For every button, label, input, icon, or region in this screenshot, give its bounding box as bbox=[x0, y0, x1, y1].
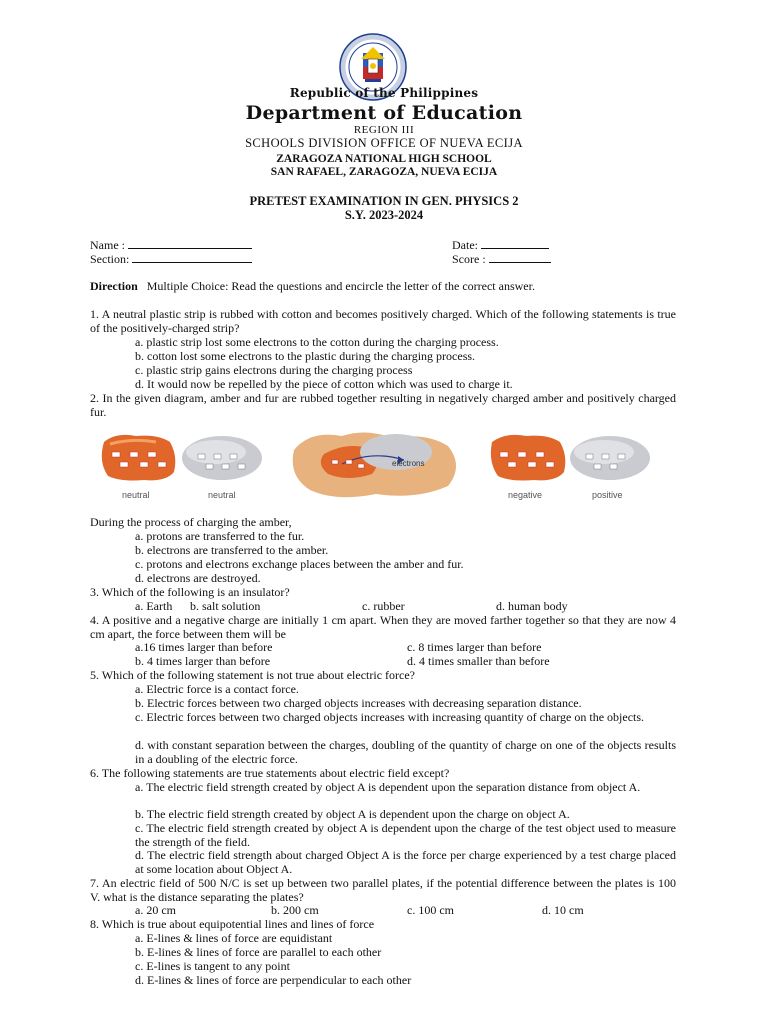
q8-option-c[interactable]: c. E-lines is tangent to any point bbox=[135, 959, 290, 973]
q7-option-d[interactable]: d. 10 cm bbox=[542, 903, 584, 917]
q7-option-b[interactable]: b. 200 cm bbox=[271, 903, 319, 917]
name-label: Name : bbox=[90, 238, 125, 252]
label-neutral-2: neutral bbox=[208, 490, 236, 500]
republic-heading: Republic of the Philippines bbox=[289, 86, 479, 100]
direction-line bbox=[90, 280, 535, 293]
q1-option-b[interactable]: b. cotton lost some electrons to the plastic during the charging process. bbox=[135, 349, 476, 363]
q4-option-c[interactable]: c. 8 times larger than before bbox=[407, 640, 542, 654]
direction-label: Direction bbox=[90, 279, 138, 293]
q4-option-d[interactable]: d. 4 times smaller than before bbox=[407, 654, 550, 668]
q1-option-a[interactable]: a. plastic strip lost some electrons to the cotton during the charging process. bbox=[135, 335, 499, 349]
q3-option-a[interactable]: a. Earth bbox=[135, 599, 173, 613]
section-label: Section: bbox=[90, 252, 130, 266]
date-label: Date: bbox=[452, 238, 478, 252]
q5-option-b[interactable]: b. Electric forces between two charged objects increases with decreasing separation distance. bbox=[135, 696, 582, 710]
q5-option-a[interactable]: a. Electric force is a contact force. bbox=[135, 682, 299, 696]
q3-stem: 3. Which of the following is an insulator? bbox=[90, 585, 290, 599]
school-name: ZARAGOZA NATIONAL HIGH SCHOOL bbox=[276, 153, 492, 165]
q3-option-d[interactable]: d. human body bbox=[496, 599, 568, 613]
q6-option-a[interactable]: a. The electric field strength created by object A is dependent upon the separation distance from object A. bbox=[135, 780, 641, 794]
q2-option-a[interactable]: a. protons are transferred to the fur. bbox=[135, 529, 305, 543]
school-address: SAN RAFAEL, ZARAGOZA, NUEVA ECIJA bbox=[270, 166, 498, 178]
section-blank[interactable] bbox=[132, 252, 252, 263]
department-heading: Department of Education bbox=[245, 102, 523, 124]
region-heading: REGION III bbox=[353, 124, 415, 136]
school-year: S.Y. 2023-2024 bbox=[344, 208, 424, 222]
q3-option-c[interactable]: c. rubber bbox=[362, 599, 405, 613]
q6-stem: 6. The following statements are true statements about electric field except? bbox=[90, 766, 450, 780]
date-blank[interactable] bbox=[481, 238, 549, 249]
q5-option-c[interactable]: c. Electric forces between two charged objects increases with increasing quantity of charge on the objects. bbox=[135, 710, 645, 724]
q8-option-b[interactable]: b. E-lines & lines of force are parallel to each other bbox=[135, 945, 382, 959]
q6-option-b[interactable]: b. The electric field strength created by object A is dependent upon the charge on object A. bbox=[135, 807, 570, 821]
q3-option-b[interactable]: b. salt solution bbox=[190, 599, 261, 613]
q2-stem: 2. In the given diagram, amber and fur are rubbed together resulting in negatively charged amber and positively charged fur. bbox=[90, 391, 676, 419]
positive-fur-icon bbox=[570, 436, 650, 480]
q1-option-d[interactable]: d. It would now be repelled by the piece of cotton which was used to charge it. bbox=[135, 377, 513, 391]
q2-lead: During the process of charging the amber, bbox=[90, 515, 292, 529]
q2-option-d[interactable]: d. electrons are destroyed. bbox=[135, 571, 261, 585]
q6-option-d[interactable]: d. The electric field strength about charged Object A is the force per charge experienced by a test charge placed at some location about Object A. bbox=[135, 848, 676, 876]
negative-amber-icon bbox=[491, 435, 565, 481]
label-neutral-1: neutral bbox=[122, 490, 150, 500]
q4-option-a[interactable]: a.16 times larger than before bbox=[135, 640, 273, 654]
division-heading: SCHOOLS DIVISION OFFICE OF NUEVA ECIJA bbox=[245, 136, 523, 150]
score-label: Score : bbox=[452, 252, 486, 266]
rubbing-hands-icon bbox=[293, 432, 456, 497]
amber-fur-diagram bbox=[96, 420, 670, 506]
score-field[interactable] bbox=[452, 252, 551, 266]
label-electrons: electrons bbox=[392, 459, 425, 468]
q1-stem: 1. A neutral plastic strip is rubbed with cotton and becomes positively charged. Which of the following statements is true of the positively-charged strip? bbox=[90, 307, 676, 335]
date-field[interactable] bbox=[452, 238, 549, 252]
exam-title: PRETEST EXAMINATION IN GEN. PHYSICS 2 bbox=[249, 194, 519, 208]
neutral-fur-icon bbox=[182, 436, 262, 480]
neutral-amber-icon bbox=[102, 435, 176, 481]
score-blank[interactable] bbox=[489, 252, 551, 263]
q4-stem: 4. A positive and a negative charge are initially 1 cm apart. When they are moved farther together so that they are now 4 cm apart, the force between them will be bbox=[90, 613, 676, 641]
q7-option-c[interactable]: c. 100 cm bbox=[407, 903, 454, 917]
direction-text: Multiple Choice: Read the questions and encircle the letter of the correct answer. bbox=[146, 279, 535, 293]
q8-stem: 8. Which is true about equipotential lines and lines of force bbox=[90, 917, 375, 931]
label-negative: negative bbox=[508, 490, 543, 500]
q2-option-b[interactable]: b. electrons are transferred to the amber. bbox=[135, 543, 329, 557]
name-field[interactable] bbox=[90, 238, 252, 252]
q5-option-d[interactable]: d. with constant separation between the charges, doubling of the quantity of charge on one of the objects results in a doubling of the electric force. bbox=[135, 738, 676, 766]
q6-option-c[interactable]: c. The electric field strength created by object A is dependent upon the charge of the test object used to measure the strength of the field. bbox=[135, 821, 676, 849]
q7-stem: 7. An electric field of 500 N/C is set up between two parallel plates, if the potential difference between the plates is 100 V. what is the distance separating the plates? bbox=[90, 876, 676, 904]
q2-option-c[interactable]: c. protons and electrons exchange places between the amber and fur. bbox=[135, 557, 464, 571]
q4-option-b[interactable]: b. 4 times larger than before bbox=[135, 654, 271, 668]
q8-option-a[interactable]: a. E-lines & lines of force are equidistant bbox=[135, 931, 333, 945]
q8-option-d[interactable]: d. E-lines & lines of force are perpendicular to each other bbox=[135, 973, 412, 987]
name-blank[interactable] bbox=[128, 238, 252, 249]
q5-stem: 5. Which of the following statement is not true about electric force? bbox=[90, 668, 416, 682]
section-field[interactable] bbox=[90, 252, 252, 266]
q7-option-a[interactable]: a. 20 cm bbox=[135, 903, 176, 917]
label-positive: positive bbox=[592, 490, 623, 500]
q1-option-c[interactable]: c. plastic strip gains electrons during the charging process bbox=[135, 363, 413, 377]
